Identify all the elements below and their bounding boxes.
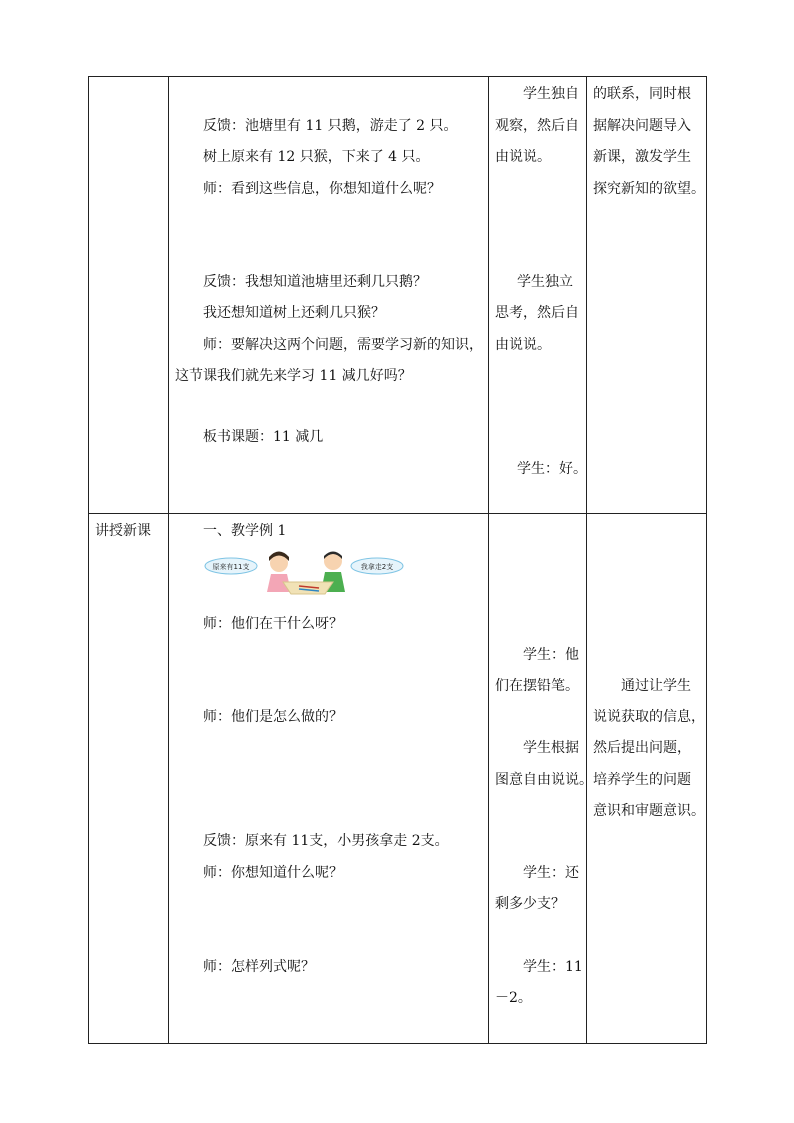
stage-cell [89,77,169,514]
text-line: 师：他们在干什么呀？ [203,616,343,632]
text-line: －2。 [495,990,532,1006]
text-line: 师：看到这些信息，你想知道什么呢？ [203,181,441,197]
text-line: 板书课题：11 减几 [203,429,324,445]
text-line: 我还想知道树上还剩几只猴？ [203,305,385,321]
text-line: 师：要解决这两个问题，需要学习新的知识， [203,337,483,353]
text-line: 探究新知的欲望。 [593,181,705,197]
student-activity-cell [489,77,587,514]
text-line: 师：他们是怎么做的？ [203,709,343,725]
text-line: 反馈：池塘里有 11 只鹅，游走了 2 只。 [203,118,458,134]
text-line: 由说说。 [495,337,551,353]
text-line: 学生：11 [523,959,583,975]
table-row [89,77,707,514]
text-line: 新课，激发学生 [593,149,691,165]
teacher-activity-cell [169,77,489,514]
section-heading: 一、教学例 1 [203,523,287,539]
text-line: 师：怎样列式呢？ [203,959,315,975]
bubble-right: 我拿走2支 [360,563,394,571]
student-activity-cell [489,514,593,1044]
design-intent-cell [587,514,707,1044]
stage-cell [89,514,169,1044]
text-line: 观察，然后自 [495,118,579,134]
text-line: 培养学生的问题 [593,772,691,788]
text-line: 们在摆铅笔。 [495,678,579,694]
text-line: 学生：好。 [517,461,587,477]
text-line: 学生独立 [517,274,573,290]
text-line: 说说获取的信息， [593,709,705,725]
text-line: 学生独自 [523,86,579,102]
table-row [89,514,707,1044]
text-line: 学生：还 [523,865,579,881]
text-line: 的联系，同时根 [593,86,691,102]
design-intent-cell [587,77,707,514]
text-line: 剩多少支？ [495,896,565,912]
lesson-plan-table [88,76,707,1044]
bubble-left: 原来有11支 [212,563,250,571]
text-line: 学生根据 [523,740,579,756]
stage-label: 讲授新课 [95,523,151,539]
text-line: 意识和审题意识。 [593,803,705,819]
text-line: 学生：他 [523,647,579,663]
text-line: 师：你想知道什么呢？ [203,865,343,881]
text-line: 通过让学生 [621,678,691,694]
text-line: 反馈：原来有 11支，小男孩拿走 2支。 [203,833,449,849]
text-line: 这节课我们就先来学习 11 减几好吗？ [175,368,412,384]
teacher-activity-cell [169,514,489,1044]
example-illustration [203,548,407,604]
text-line: 由说说。 [495,149,551,165]
text-line: 据解决问题导入 [593,118,691,134]
text-line: 树上原来有 12 只猴，下来了 4 只。 [203,149,430,165]
text-line: 然后提出问题， [593,740,691,756]
text-line: 思考，然后自 [495,305,579,321]
text-line: 反馈：我想知道池塘里还剩几只鹅？ [203,274,427,290]
text-line: 图意自由说说。 [495,772,593,788]
